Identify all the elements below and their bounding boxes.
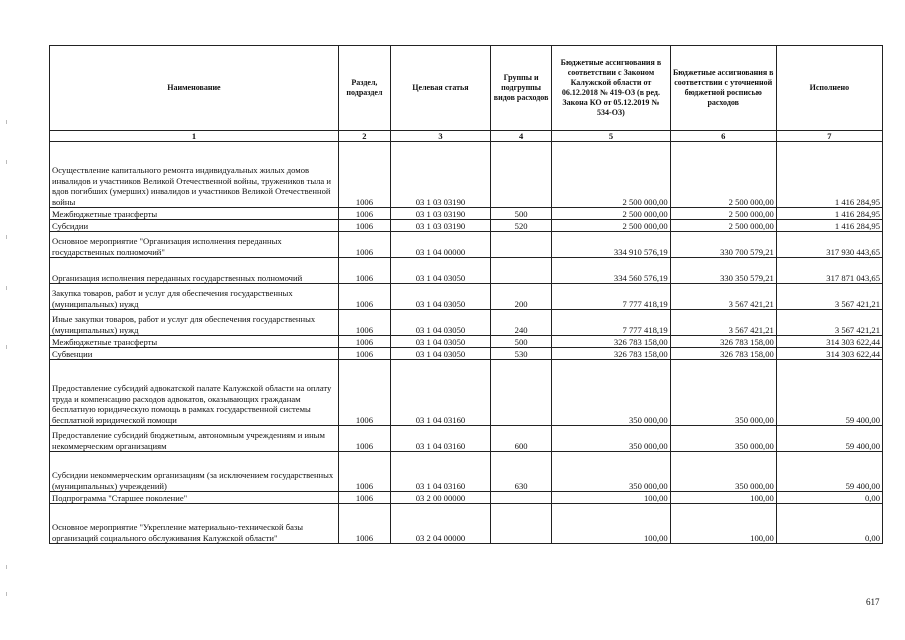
column-number: 7 bbox=[776, 131, 882, 142]
table-row bbox=[50, 336, 883, 348]
table-row bbox=[50, 208, 883, 220]
table-row bbox=[50, 452, 883, 492]
row-executed: 59 400,00 bbox=[776, 426, 882, 452]
row-law: 7 777 418,19 bbox=[552, 284, 670, 310]
row-executed: 3 567 421,21 bbox=[776, 310, 882, 336]
table-row bbox=[50, 142, 883, 208]
row-name: Осуществление капитального ремонта индивидуальных жилых домов инвалидов и участников Великой Отечественной войны, тружеников тыла и вдов погибших (умерших) инвалидов и участников Великой Отечественной войны bbox=[50, 142, 339, 208]
header-name: Наименование bbox=[50, 46, 339, 131]
row-section: 1006 bbox=[338, 142, 390, 208]
row-target: 03 1 04 00000 bbox=[390, 232, 490, 258]
row-law: 326 783 158,00 bbox=[552, 348, 670, 360]
row-law: 100,00 bbox=[552, 504, 670, 544]
row-executed: 1 416 284,95 bbox=[776, 220, 882, 232]
row-law: 100,00 bbox=[552, 492, 670, 504]
row-section: 1006 bbox=[338, 208, 390, 220]
table-row bbox=[50, 504, 883, 544]
row-section: 1006 bbox=[338, 492, 390, 504]
row-name: Основное мероприятие "Укрепление материально-технической базы организаций социального обслуживания Калужской области" bbox=[50, 504, 339, 544]
row-executed: 317 930 443,65 bbox=[776, 232, 882, 258]
row-target: 03 1 04 03160 bbox=[390, 452, 490, 492]
row-group: 630 bbox=[490, 452, 551, 492]
row-group bbox=[490, 504, 551, 544]
page-number: 617 bbox=[866, 597, 880, 607]
row-group bbox=[490, 232, 551, 258]
row-name: Закупка товаров, работ и услуг для обеспечения государственных (муниципальных) нужд bbox=[50, 284, 339, 310]
row-revised: 350 000,00 bbox=[670, 360, 776, 426]
row-revised: 3 567 421,21 bbox=[670, 310, 776, 336]
row-law: 334 560 576,19 bbox=[552, 258, 670, 284]
row-section: 1006 bbox=[338, 284, 390, 310]
row-name: Основное мероприятие "Организация исполнения переданных государственных полномочий" bbox=[50, 232, 339, 258]
row-section: 1006 bbox=[338, 360, 390, 426]
row-target: 03 1 04 03050 bbox=[390, 258, 490, 284]
row-group: 530 bbox=[490, 348, 551, 360]
column-number: 3 bbox=[390, 131, 490, 142]
row-revised: 3 567 421,21 bbox=[670, 284, 776, 310]
row-section: 1006 bbox=[338, 310, 390, 336]
scan-mark bbox=[6, 120, 7, 124]
row-revised: 326 783 158,00 bbox=[670, 336, 776, 348]
row-group: 240 bbox=[490, 310, 551, 336]
row-section: 1006 bbox=[338, 426, 390, 452]
scan-mark bbox=[6, 235, 7, 239]
row-target: 03 1 04 03050 bbox=[390, 336, 490, 348]
scan-mark bbox=[6, 565, 7, 569]
row-executed: 1 416 284,95 bbox=[776, 208, 882, 220]
row-target: 03 1 03 03190 bbox=[390, 208, 490, 220]
scan-mark bbox=[6, 592, 7, 596]
row-name: Субвенции bbox=[50, 348, 339, 360]
header-section: Раздел, подраздел bbox=[338, 46, 390, 131]
row-name: Подпрограмма "Старшее поколение" bbox=[50, 492, 339, 504]
row-section: 1006 bbox=[338, 258, 390, 284]
row-target: 03 1 04 03050 bbox=[390, 284, 490, 310]
row-target: 03 1 03 03190 bbox=[390, 142, 490, 208]
table-row bbox=[50, 360, 883, 426]
table-row bbox=[50, 232, 883, 258]
row-executed: 0,00 bbox=[776, 504, 882, 544]
row-target: 03 1 04 03050 bbox=[390, 348, 490, 360]
row-group: 520 bbox=[490, 220, 551, 232]
row-executed: 59 400,00 bbox=[776, 360, 882, 426]
row-group bbox=[490, 142, 551, 208]
column-number: 2 bbox=[338, 131, 390, 142]
row-law: 334 910 576,19 bbox=[552, 232, 670, 258]
row-target: 03 1 04 03160 bbox=[390, 360, 490, 426]
row-target: 03 1 04 03050 bbox=[390, 310, 490, 336]
table-row bbox=[50, 492, 883, 504]
row-executed: 314 303 622,44 bbox=[776, 336, 882, 348]
row-section: 1006 bbox=[338, 452, 390, 492]
row-law: 2 500 000,00 bbox=[552, 142, 670, 208]
row-name: Организация исполнения переданных государственных полномочий bbox=[50, 258, 339, 284]
scan-mark bbox=[6, 160, 7, 164]
row-target: 03 1 03 03190 bbox=[390, 220, 490, 232]
column-number: 4 bbox=[490, 131, 551, 142]
scan-mark bbox=[6, 286, 7, 290]
row-group: 200 bbox=[490, 284, 551, 310]
row-executed: 0,00 bbox=[776, 492, 882, 504]
row-target: 03 1 04 03160 bbox=[390, 426, 490, 452]
row-name: Субсидии некоммерческим организациям (за исключением государственных (муниципальных) учреждений) bbox=[50, 452, 339, 492]
row-revised: 350 000,00 bbox=[670, 452, 776, 492]
row-name: Межбюджетные трансферты bbox=[50, 336, 339, 348]
row-revised: 100,00 bbox=[670, 492, 776, 504]
header-target: Целевая статья bbox=[390, 46, 490, 131]
row-revised: 2 500 000,00 bbox=[670, 142, 776, 208]
row-group bbox=[490, 492, 551, 504]
row-law: 350 000,00 bbox=[552, 452, 670, 492]
row-law: 7 777 418,19 bbox=[552, 310, 670, 336]
row-law: 326 783 158,00 bbox=[552, 336, 670, 348]
row-executed: 1 416 284,95 bbox=[776, 142, 882, 208]
table-row bbox=[50, 348, 883, 360]
row-name: Межбюджетные трансферты bbox=[50, 208, 339, 220]
row-name: Предоставление субсидий бюджетным, автономным учреждениям и иным некоммерческим организациям bbox=[50, 426, 339, 452]
row-section: 1006 bbox=[338, 504, 390, 544]
row-law: 2 500 000,00 bbox=[552, 208, 670, 220]
row-section: 1006 bbox=[338, 348, 390, 360]
row-group: 500 bbox=[490, 336, 551, 348]
row-revised: 2 500 000,00 bbox=[670, 220, 776, 232]
row-name: Субсидии bbox=[50, 220, 339, 232]
table-row bbox=[50, 284, 883, 310]
row-target: 03 2 00 00000 bbox=[390, 492, 490, 504]
row-section: 1006 bbox=[338, 336, 390, 348]
row-group: 500 bbox=[490, 208, 551, 220]
row-executed: 59 400,00 bbox=[776, 452, 882, 492]
budget-table bbox=[49, 45, 883, 544]
row-revised: 330 350 579,21 bbox=[670, 258, 776, 284]
scan-mark bbox=[6, 345, 7, 349]
table-row bbox=[50, 426, 883, 452]
row-section: 1006 bbox=[338, 220, 390, 232]
row-revised: 2 500 000,00 bbox=[670, 208, 776, 220]
header-executed: Исполнено bbox=[776, 46, 882, 131]
header-law: Бюджетные ассигнования в соответствии с Законом Калужской области от 06.12.2018 № 419-ОЗ (в ред. Закона КО от 05.12.2019 № 534-ОЗ) bbox=[552, 46, 670, 131]
column-numbers-row bbox=[50, 131, 883, 142]
row-target: 03 2 04 00000 bbox=[390, 504, 490, 544]
row-revised: 330 700 579,21 bbox=[670, 232, 776, 258]
table-row bbox=[50, 310, 883, 336]
row-law: 2 500 000,00 bbox=[552, 220, 670, 232]
row-law: 350 000,00 bbox=[552, 426, 670, 452]
row-name: Иные закупки товаров, работ и услуг для обеспечения государственных (муниципальных) нужд bbox=[50, 310, 339, 336]
header-revised: Бюджетные ассигнования в соответствии с уточненной бюджетной росписью расходов bbox=[670, 46, 776, 131]
row-section: 1006 bbox=[338, 232, 390, 258]
column-number: 6 bbox=[670, 131, 776, 142]
row-executed: 3 567 421,21 bbox=[776, 284, 882, 310]
row-group bbox=[490, 360, 551, 426]
row-revised: 326 783 158,00 bbox=[670, 348, 776, 360]
column-number: 1 bbox=[50, 131, 339, 142]
row-group: 600 bbox=[490, 426, 551, 452]
row-name: Предоставление субсидий адвокатской палате Калужской области на оплату труда и компенсацию расходов адвокатов, оказывающих гражданам бесплатную юридическую помощь в рамках государственной системы бесплатной юридической помощи bbox=[50, 360, 339, 426]
row-executed: 314 303 622,44 bbox=[776, 348, 882, 360]
header-row bbox=[50, 46, 883, 131]
row-revised: 350 000,00 bbox=[670, 426, 776, 452]
header-group: Группы и подгруппы видов расходов bbox=[490, 46, 551, 131]
row-group bbox=[490, 258, 551, 284]
table-row bbox=[50, 220, 883, 232]
row-revised: 100,00 bbox=[670, 504, 776, 544]
column-number: 5 bbox=[552, 131, 670, 142]
table-row bbox=[50, 258, 883, 284]
row-executed: 317 871 043,65 bbox=[776, 258, 882, 284]
row-law: 350 000,00 bbox=[552, 360, 670, 426]
